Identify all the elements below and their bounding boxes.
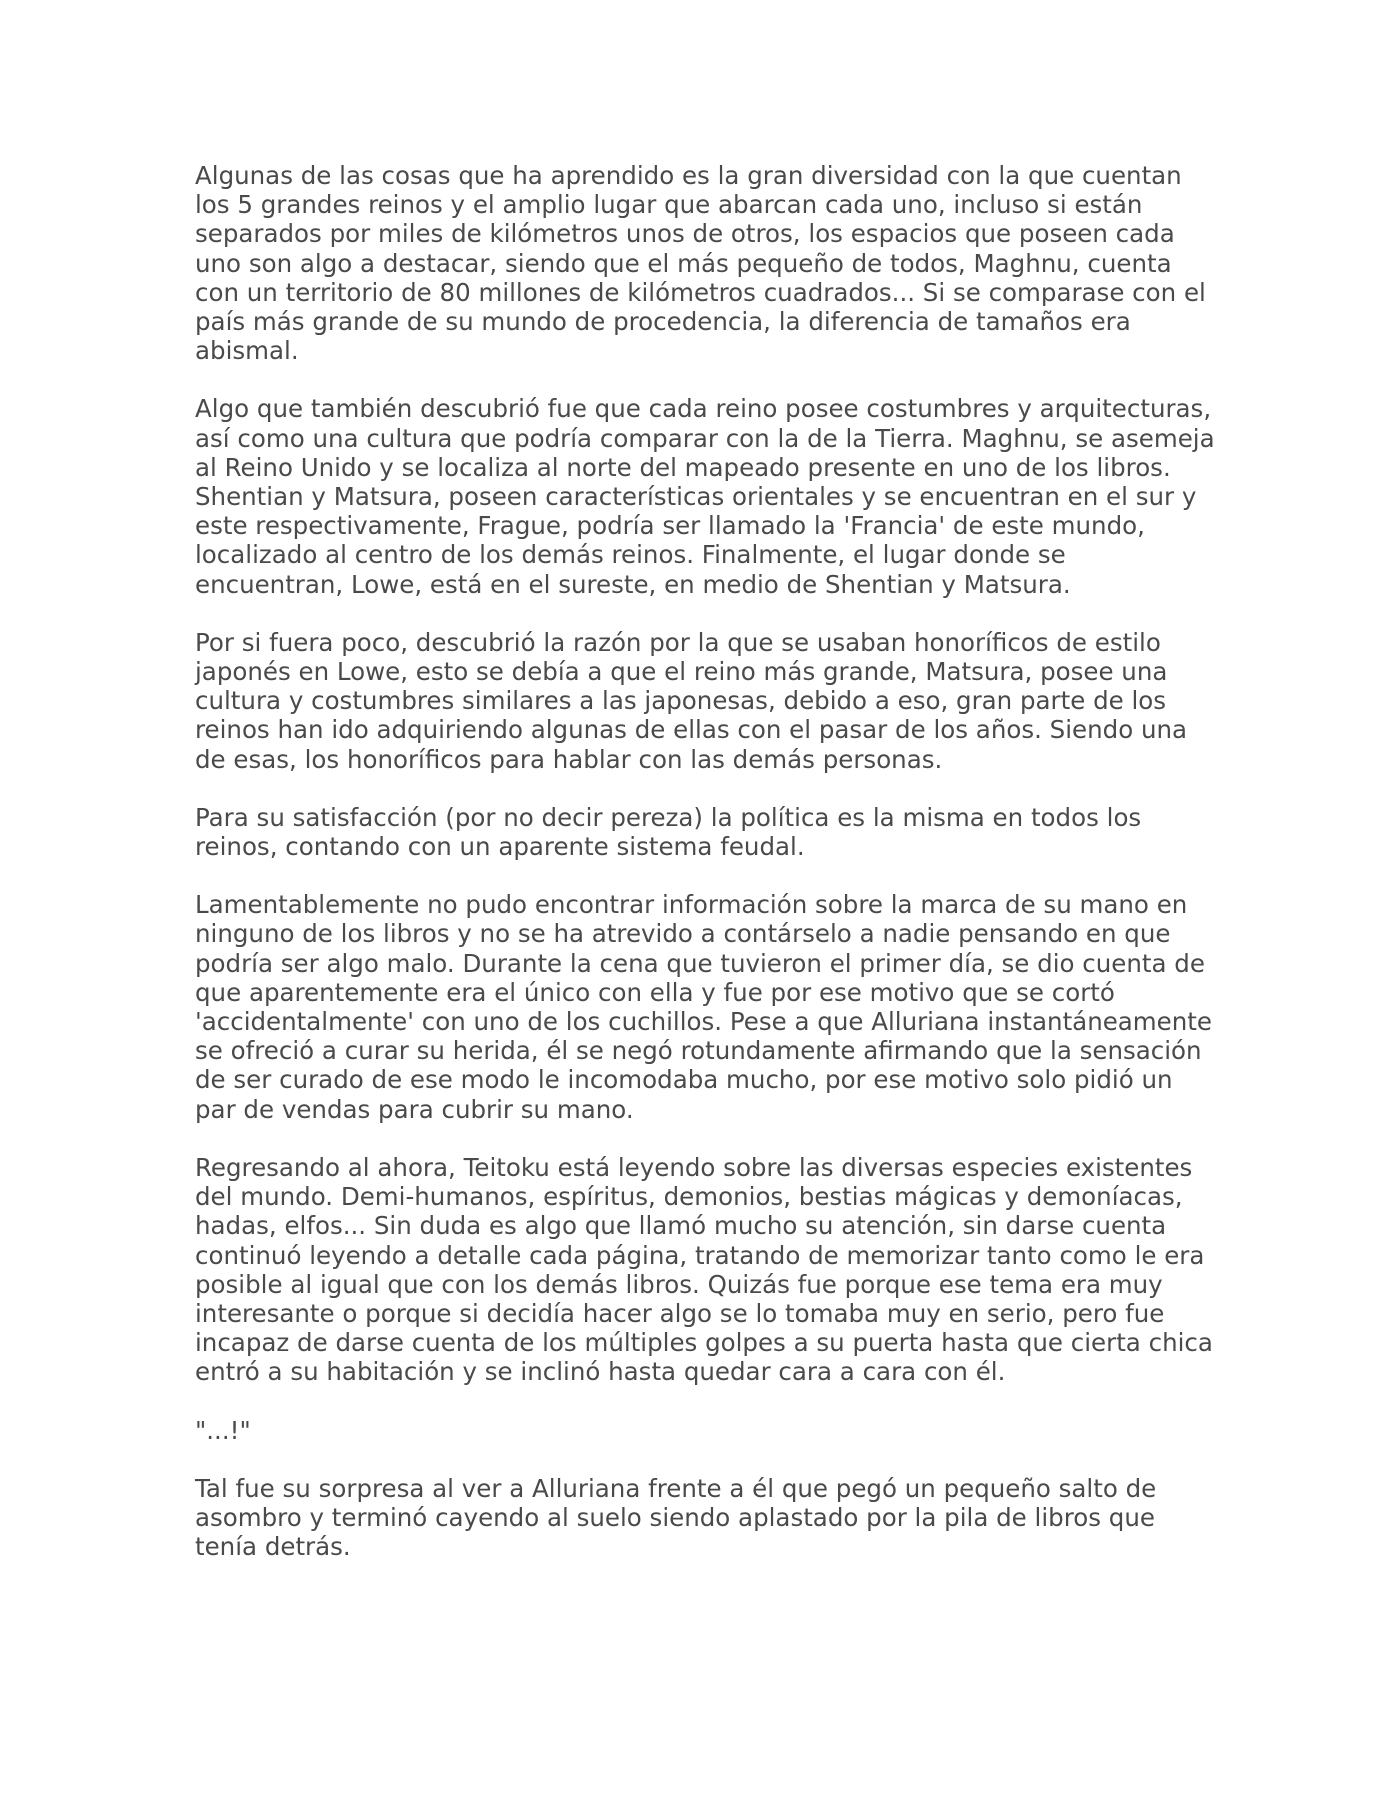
- paragraph-6: Regresando al ahora, Teitoku está leyendo sobre las diversas especies existentes del mundo. Demi-humanos, espíritus, demonios, bestias mágicas y demoníacas, hadas, elfos... Sin duda es algo que llamó mucho su atención, sin darse cuenta continuó leyendo a detalle cada página, tratando de memorizar tanto como le era posible al igual que con los demás libros. Quizás fue porque ese tema era muy interesante o porque si decidía hacer algo se lo tomaba muy en serio, pero fue incapaz de darse cuenta de los múltiples golpes a su puerta hasta que cierta chica entró a su habitación y se inclinó hasta quedar cara a cara con él.: [195, 1152, 1213, 1387]
- paragraph-5: Lamentablemente no pudo encontrar información sobre la marca de su mano en ninguno de los libros y no se ha atrevido a contárselo a nadie pensando en que podría ser algo malo. Durante la cena que tuvieron el primer día, se dio cuenta de que aparentemente era el único con ella y fue por ese motivo que se cortó 'accidentalmente' con uno de los cuchillos. Pese a que Alluriana instantáneamente se ofreció a curar su herida, él se negó rotundamente afirmando que la sensación de ser curado de ese modo le incomodaba mucho, por ese motivo solo pidió un par de vendas para cubrir su mano.: [195, 890, 1212, 1124]
- paragraph-7: "...!": [195, 1415, 251, 1445]
- paragraph-4: Para su satisfacción (por no decir pereza) la política es la misma en todos los reinos, contando con un aparente sistema feudal.: [195, 802, 1142, 862]
- document-body: [195, 161, 1215, 1590]
- paragraph-8: Tal fue su sorpresa al ver a Alluriana frente a él que pegó un pequeño salto de asombro y terminó cayendo al suelo siendo aplastado por la pila de libros que tenía detrás.: [195, 1473, 1157, 1562]
- paragraph-2: Algo que también descubrió fue que cada reino posee costumbres y arquitecturas, así como una cultura que podría comparar con la de la Tierra. Maghnu, se asemeja al Reino Unido y se localiza al norte del mapeado presente en uno de los libros. Shentian y Matsura, poseen características orientales y se encuentran en el sur y este respectivamente, Frague, podría ser llamado la 'Francia' de este mundo, localizado al centro de los demás reinos. Finalmente, el lugar donde se encuentran, Lowe, está en el sureste, en medio de Shentian y Matsura.: [195, 394, 1215, 599]
- paragraph-1: Algunas de las cosas que ha aprendido es la gran diversidad con la que cuentan los 5 grandes reinos y el amplio lugar que abarcan cada uno, incluso si están separados por miles de kilómetros unos de otros, los espacios que poseen cada uno son algo a destacar, siendo que el más pequeño de todos, Maghnu, cuenta con un territorio de 80 millones de kilómetros cuadrados... Si se comparase con el país más grande de su mundo de procedencia, la diferencia de tamaños era abismal.: [195, 161, 1206, 366]
- paragraph-3: Por si fuera poco, descubrió la razón por la que se usaban honoríficos de estilo japonés en Lowe, esto se debía a que el reino más grande, Matsura, posee una cultura y costumbres similares a las japonesas, debido a eso, gran parte de los reinos han ido adquiriendo algunas de ellas con el pasar de los años. Siendo una de esas, los honoríficos para hablar con las demás personas.: [195, 627, 1188, 774]
